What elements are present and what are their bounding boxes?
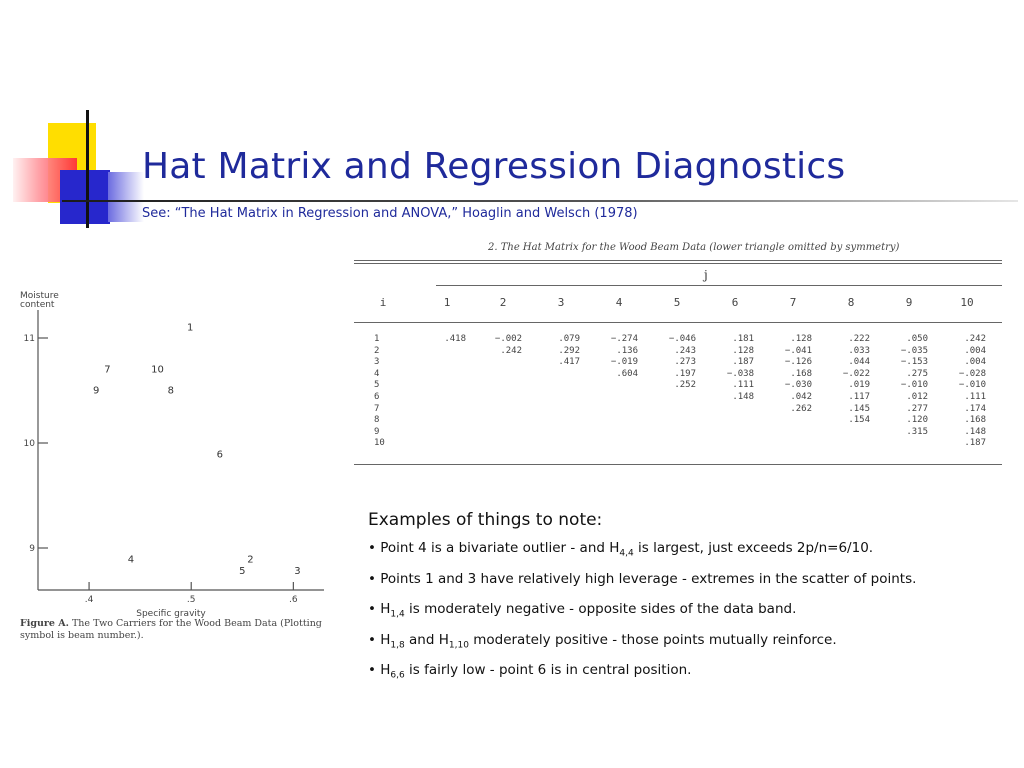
- row-index: 7: [374, 403, 380, 414]
- note-text: • H: [368, 601, 391, 617]
- ornament-blue-fade: [108, 172, 144, 222]
- note-text: is moderately negative - opposite sides of the data band.: [404, 601, 797, 617]
- table-cell: .315: [906, 426, 928, 437]
- scatter-point: 8: [167, 385, 174, 397]
- table-cell: .277: [906, 403, 928, 414]
- table-cell: .004: [964, 345, 986, 356]
- note-item: [368, 662, 1018, 693]
- ornament-blue-square: [60, 170, 110, 224]
- scatter-point: 2: [247, 554, 254, 566]
- column-header: 7: [789, 296, 797, 309]
- notes-heading: Examples of things to note:: [368, 510, 603, 530]
- column-header: 2: [499, 296, 507, 309]
- table-rule-bottom: [354, 464, 1002, 465]
- table-cell: .604: [616, 368, 638, 379]
- scatter-figure: [18, 282, 334, 652]
- row-index: 3: [374, 357, 380, 368]
- note-text: • H: [368, 631, 391, 648]
- table-cell: .136: [616, 345, 638, 356]
- y-tick-label: 11: [23, 334, 35, 344]
- ornament-vertical-line: [86, 110, 89, 228]
- note-item: • Points 1 and 3 have relatively high leverage - extremes in the scatter of points.: [368, 570, 917, 587]
- column-index-label: j: [704, 268, 708, 282]
- table-cell: .050: [906, 334, 928, 344]
- x-tick-label: .5: [186, 595, 196, 605]
- table-cell: −.038: [726, 368, 754, 379]
- row-index: 8: [374, 415, 380, 426]
- column-header: 1: [443, 296, 451, 309]
- table-cell: .168: [790, 368, 812, 379]
- note-text: • Point 4 is a bivariate outlier - and H: [368, 540, 620, 556]
- table-cell: .181: [732, 334, 754, 344]
- y-axis-label: content: [20, 300, 55, 310]
- row-index: 10: [374, 438, 385, 449]
- table-rule-header: [354, 322, 1002, 323]
- table-cell: .148: [964, 426, 986, 437]
- table-cell: .128: [790, 334, 812, 344]
- note-subscript: 4,4: [619, 548, 634, 559]
- x-tick-label: .6: [289, 595, 298, 605]
- note-subscript: 1,4: [390, 609, 405, 620]
- y-axis-label: Moisture: [20, 291, 59, 301]
- table-cell: −.022: [842, 368, 870, 379]
- row-index-header: i: [379, 296, 387, 309]
- slide-title: Hat Matrix and Regression Diagnostics: [142, 146, 846, 187]
- table-cell: .243: [674, 345, 696, 356]
- scatter-point: 1: [187, 322, 194, 334]
- note-subscript: 1,10: [448, 640, 469, 651]
- x-axis-label: Specific gravity: [136, 609, 206, 619]
- column-header: 8: [847, 296, 855, 309]
- table-cell: .292: [558, 345, 580, 356]
- table-cell: .242: [964, 334, 986, 344]
- table-cell: .148: [732, 392, 754, 402]
- table-cell: .004: [964, 357, 986, 368]
- note-item: [368, 601, 1018, 632]
- table-cell: −.028: [958, 368, 986, 379]
- table-cell: −.046: [668, 334, 696, 344]
- scatter-point: 5: [239, 566, 246, 578]
- figure-caption-text: The Two Carriers for the Wood Beam Data (Plotting symbol is beam number.).: [20, 618, 322, 641]
- scatter-point: 9: [93, 385, 100, 397]
- row-index: 4: [374, 368, 380, 379]
- note-subscript: 6,6: [390, 670, 405, 681]
- table-rule-top2: [354, 263, 1002, 264]
- column-header: 5: [673, 296, 681, 309]
- note-text: moderately positive - those points mutually reinforce.: [468, 631, 837, 648]
- y-tick-label: 9: [29, 544, 35, 554]
- table-cell: .174: [964, 403, 986, 414]
- scatter-point: 7: [104, 364, 111, 376]
- table-cell: −.010: [958, 380, 986, 391]
- table-cell: .120: [906, 415, 928, 426]
- table-cell: .042: [790, 392, 812, 402]
- table-cell: .418: [444, 334, 466, 344]
- scatter-point: 3: [294, 566, 301, 578]
- row-index: 9: [374, 426, 380, 437]
- scatter-point: 10: [151, 364, 164, 376]
- scatter-point: 4: [127, 554, 135, 566]
- scatter-plot: [18, 282, 334, 622]
- table-cell: .273: [674, 357, 696, 368]
- table-cell: .187: [964, 438, 986, 449]
- column-header: 9: [905, 296, 913, 309]
- table-cell: −.002: [494, 334, 522, 344]
- note-item: [368, 540, 1018, 571]
- table-cell: .145: [848, 403, 870, 414]
- table-cell: −.274: [610, 334, 638, 344]
- table-cell: .262: [790, 403, 812, 414]
- table-cell: .417: [558, 357, 580, 368]
- note-item: [368, 632, 1018, 663]
- table-cell: −.019: [610, 357, 638, 368]
- table-cell: −.035: [900, 345, 928, 356]
- column-header: 4: [615, 296, 623, 309]
- column-header: 6: [731, 296, 739, 309]
- table-cell: .033: [848, 345, 870, 356]
- table-rule-j: [436, 285, 1002, 286]
- x-tick-label: .4: [84, 595, 94, 605]
- table-cell: .128: [732, 345, 754, 356]
- row-index: 2: [374, 345, 380, 356]
- table-cell: .079: [558, 334, 580, 344]
- table-cell: .012: [906, 392, 928, 402]
- table-cell: .187: [732, 357, 754, 368]
- slide-subtitle: See: “The Hat Matrix in Regression and ANOVA,” Hoaglin and Welsch (1978): [142, 206, 638, 221]
- scatter-point: 6: [216, 449, 224, 461]
- table-cell: .222: [848, 334, 870, 344]
- note-subscript: 1,8: [390, 640, 405, 651]
- table-caption: 2. The Hat Matrix for the Wood Beam Data (lower triangle omitted by symmetry): [488, 242, 900, 253]
- table-cell: −.030: [784, 380, 812, 391]
- note-text: and H: [404, 631, 449, 648]
- hat-matrix-table: [352, 238, 1006, 466]
- row-index: 6: [374, 392, 380, 402]
- table-cell: −.041: [784, 345, 812, 356]
- table-cell: −.153: [900, 357, 928, 368]
- row-index: 5: [374, 380, 380, 391]
- table-cell: −.126: [784, 357, 812, 368]
- table-cell: .117: [848, 392, 870, 402]
- column-header: 3: [557, 296, 565, 309]
- column-header: 10: [960, 296, 974, 309]
- table-cell: .168: [964, 415, 986, 426]
- note-text: is fairly low - point 6 is in central position.: [404, 662, 692, 678]
- table-cell: .111: [732, 380, 754, 391]
- table-rule-top: [354, 260, 1002, 261]
- title-rule: [62, 200, 1018, 202]
- table-cell: .111: [964, 392, 986, 402]
- table-cell: −.010: [900, 380, 928, 391]
- table-cell: .252: [674, 380, 696, 391]
- figure-caption-label: Figure A.: [20, 618, 69, 629]
- figure-caption: [20, 618, 332, 642]
- row-index: 1: [374, 334, 380, 344]
- table-cell: .019: [848, 380, 870, 391]
- y-tick-label: 10: [23, 439, 35, 449]
- table-cell: .242: [500, 345, 522, 356]
- notes-section: [368, 510, 1018, 693]
- note-text: • H: [368, 662, 391, 678]
- table-cell: .154: [848, 415, 870, 426]
- table-cell: .275: [906, 368, 928, 379]
- table-cell: .044: [848, 357, 870, 368]
- note-text: is largest, just exceeds 2p/n=6/10.: [633, 540, 874, 556]
- table-cell: .197: [674, 368, 696, 379]
